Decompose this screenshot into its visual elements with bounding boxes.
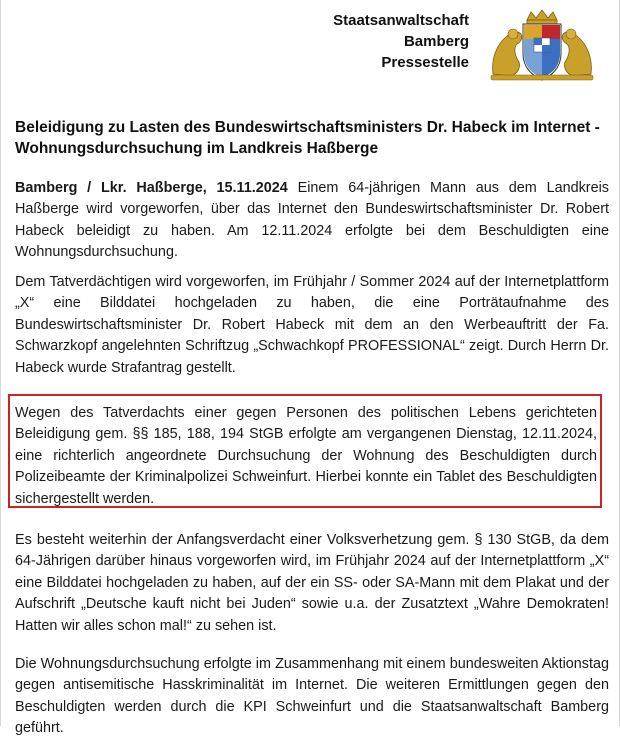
issuer-line-3: Pressestelle	[381, 54, 469, 71]
issuer-line-2: Bamberg	[403, 33, 469, 50]
paragraph-search-highlighted: Wegen des Tatverdachts einer gegen Personen des politischen Lebens gerichteten Beleidigung gem. §§ 185, 188, 194 StGB erfolgte am vergangenen Dienstag, 12.11.2024, eine richterlich angeordnete Durchsuchung der Wohnung des Beschuldigten durch Polizeibeamte der Kriminalpolizei Schweinfurt. Hierbei konnte ein Tablet des Beschuldigten sichergestellt werden.	[15, 405, 597, 507]
press-release-title: Beleidigung zu Lasten des Bundeswirtschaftsministers Dr. Habeck im Internet - Wohnungsdurchsuchung im Landkreis Haßberge	[15, 119, 600, 157]
bavarian-coat-of-arms-icon	[483, 8, 601, 82]
paragraph-allegation: Dem Tatverdächtigen wird vorgeworfen, im Frühjahr / Sommer 2024 auf der Internetplattform „X“ eine Bilddatei hochgeladen zu haben, die eine Porträtaufnahme des Bundeswirtschaftsminister Dr. Robert Habeck mit dem an den Werbeauftritt der Fa. Schwarzkopf angelehnten Schriftzug „Schwachkopf PROFESSIONAL“ zeigt. Durch Herrn Dr. Habeck wurde Strafantrag gestellt.	[15, 274, 609, 376]
paragraph-action-day: Die Wohnungsdurchsuchung erfolgte im Zusammenhang mit einem bundesweiten Aktionstag gegen antisemitische Hasskriminalität im Internet. Die weiteren Ermittlungen gegen den Beschuldigten werden durch die KPI Schweinfurt und die Staatsanwaltschaft Bamberg geführt.	[15, 656, 609, 737]
paragraph-intro	[15, 178, 609, 264]
issuer-line-1: Staatsanwaltschaft	[333, 12, 469, 29]
dateline: Bamberg / Lkr. Haßberge, 15.11.2024	[15, 180, 288, 196]
issuer-header	[279, 10, 469, 73]
paragraph-intro-text: Einem 64-jährigen Mann aus dem Landkreis Haßberge wird vorgeworfen, über das Internet den Bundeswirtschaftsminister Dr. Robert Habeck beleidigt zu haben. Am 12.11.2024 erfolgte bei dem Beschuldigten eine Wohnungsdurchsuchung.	[15, 180, 609, 261]
paragraph-incitement: Es besteht weiterhin der Anfangsverdacht einer Volksverhetzung gem. § 130 StGB, da dem 64-Jährigen darüber hinaus vorgeworfen wird, im Frühjahr 2024 auf der Internetplattform „X“ eine Bilddatei hochgeladen zu haben, auf der ein SS- oder SA-Mann mit dem Plakat und der Aufschrift „Deutsche kauft nicht bei Juden“ sowie u.a. der Zusatztext „Wahre Demokraten! Hatten wir alles schon mal!“ zu sehen ist.	[15, 532, 609, 634]
